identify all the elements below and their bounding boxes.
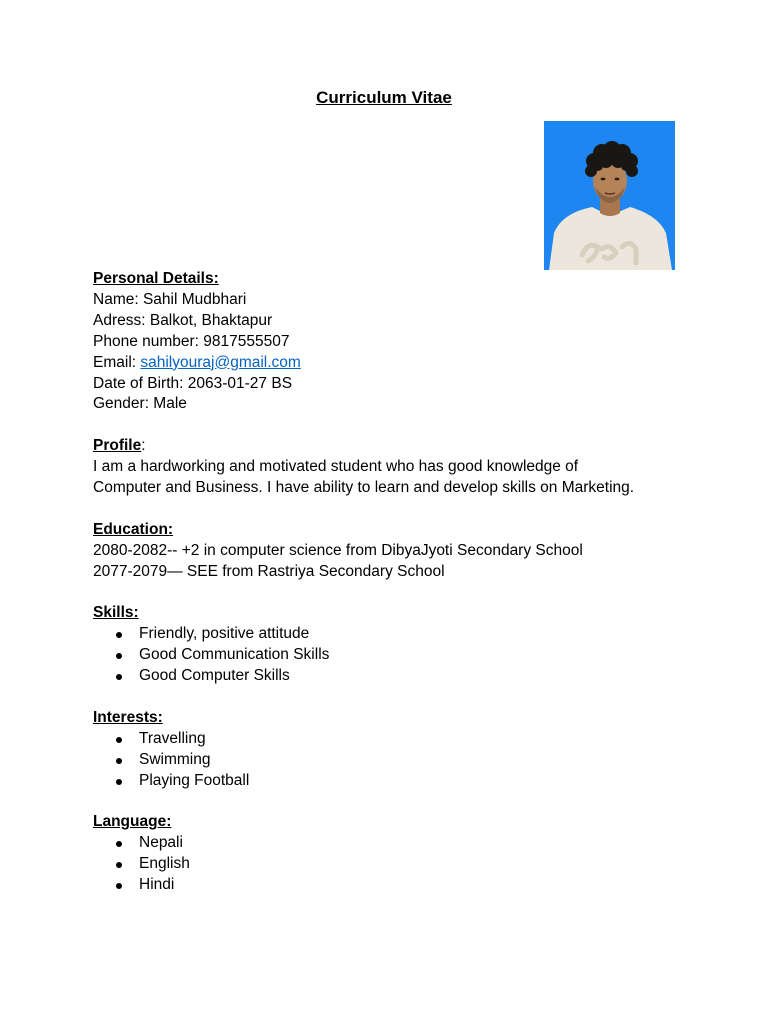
skills-list xyxy=(93,624,693,687)
profile-heading-colon: : xyxy=(141,437,146,455)
skill-item xyxy=(93,645,693,666)
language-item xyxy=(93,833,693,854)
profile-text-line-2: Computer and Business. I have ability to learn and develop skills on Marketing. xyxy=(93,479,635,497)
language-item xyxy=(93,875,693,896)
bullet-icon xyxy=(116,862,122,868)
profile-heading-line xyxy=(93,436,693,457)
interest-label: Travelling xyxy=(139,729,206,747)
interest-item xyxy=(93,729,693,750)
education-item: 2077-2079— SEE from Rastriya Secondary School xyxy=(93,562,445,580)
interest-label: Swimming xyxy=(139,750,211,768)
document-title: Curriculum Vitae xyxy=(316,88,452,107)
bullet-icon xyxy=(116,653,122,659)
skills-heading: Skills: xyxy=(93,604,139,622)
dob-field: Date of Birth: 2063-01-27 BS xyxy=(93,374,293,392)
section-spacer xyxy=(93,415,693,436)
address-field: Adress: Balkot, Bhaktapur xyxy=(93,311,273,329)
language-list xyxy=(93,833,693,896)
bullet-icon xyxy=(116,779,122,785)
cv-content xyxy=(93,269,693,896)
education-heading: Education: xyxy=(93,520,174,538)
skill-item xyxy=(93,624,693,645)
language-label: English xyxy=(139,855,190,873)
bullet-icon xyxy=(116,841,122,847)
bullet-icon xyxy=(116,758,122,764)
email-link[interactable]: sahilyouraj@gmail.com xyxy=(140,353,301,371)
skill-label: Friendly, positive attitude xyxy=(139,625,310,643)
language-heading: Language: xyxy=(93,813,172,831)
interests-heading: Interests: xyxy=(93,708,163,726)
bullet-icon xyxy=(116,632,122,638)
section-spacer xyxy=(93,792,693,813)
language-label: Nepali xyxy=(139,834,183,852)
education-item: 2080-2082-- +2 in computer science from DibyaJyoti Secondary School xyxy=(93,541,583,559)
skill-label: Good Communication Skills xyxy=(139,646,330,664)
interests-list xyxy=(93,729,693,792)
language-item xyxy=(93,854,693,875)
profile-text-line-1: I am a hardworking and motivated student who has good knowledge of xyxy=(93,458,579,476)
skill-item xyxy=(93,666,693,687)
phone-field: Phone number: 9817555507 xyxy=(93,332,290,350)
profile-heading: Profile xyxy=(93,437,142,455)
email-field xyxy=(93,353,693,374)
section-spacer xyxy=(93,499,693,520)
personal-details-heading: Personal Details: xyxy=(93,270,219,287)
gender-field: Gender: Male xyxy=(93,395,187,413)
name-field: Name: Sahil Mudbhari xyxy=(93,290,247,308)
bullet-icon xyxy=(116,674,122,680)
interest-item xyxy=(93,771,693,792)
language-label: Hindi xyxy=(139,876,175,894)
bullet-icon xyxy=(116,883,122,889)
interest-item xyxy=(93,750,693,771)
person-portrait-icon xyxy=(544,121,675,270)
bullet-icon xyxy=(116,737,122,743)
profile-photo xyxy=(544,121,675,270)
email-label: Email: xyxy=(93,353,141,371)
interest-label: Playing Football xyxy=(139,771,250,789)
skill-label: Good Computer Skills xyxy=(139,667,290,685)
section-spacer xyxy=(93,583,693,604)
section-spacer xyxy=(93,687,693,708)
